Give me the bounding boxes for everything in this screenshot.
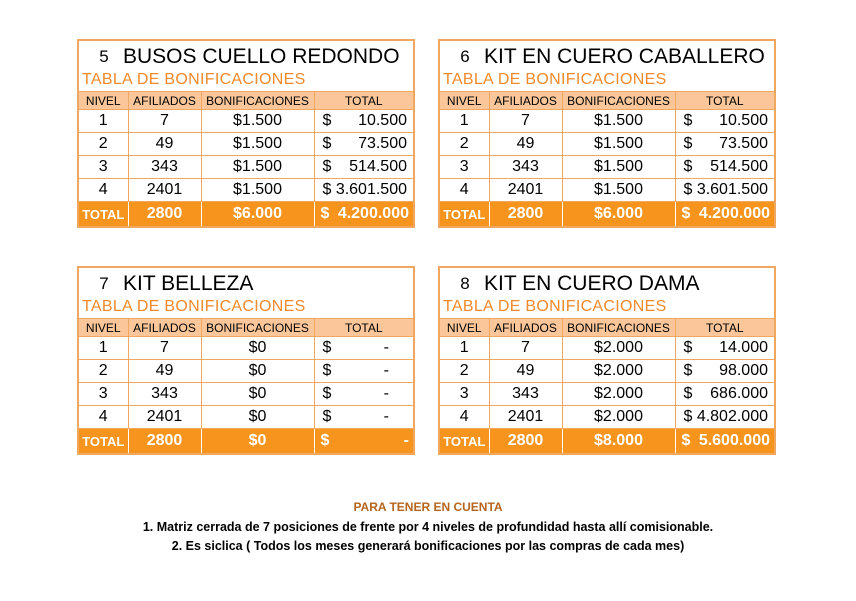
total-cell [314, 110, 413, 133]
total-label: TOTAL [440, 429, 489, 454]
bonificacion-cell: $2.000 [562, 337, 675, 360]
table-row [440, 110, 774, 133]
total-value: 73.500 [358, 135, 407, 152]
total-cell [314, 133, 413, 156]
currency-symbol: $ [683, 362, 693, 379]
nivel-cell: 2 [440, 133, 489, 156]
currency-symbol: $ [683, 135, 693, 152]
column-header: TOTAL [675, 92, 774, 110]
note-line-1: 1. Matriz cerrada de 7 posiciones de frente por 4 niveles de profundidad hasta allí comisionable. [142, 520, 714, 534]
total-value: 10.500 [719, 112, 768, 129]
column-header: TOTAL [314, 319, 413, 337]
table-row [79, 406, 413, 429]
total-cell [675, 133, 774, 156]
currency-symbol: $ [322, 112, 332, 129]
total-value: 14.000 [719, 339, 768, 356]
total-afiliados: 2800 [128, 202, 201, 227]
total-value: 10.500 [358, 112, 407, 129]
card-header [79, 41, 413, 69]
card-header [440, 268, 774, 296]
column-header: NIVEL [440, 319, 489, 337]
total-value: - [383, 339, 389, 356]
total-value: 514.500 [710, 158, 768, 175]
bonificacion-cell: $0 [201, 337, 314, 360]
column-header: AFILIADOS [489, 92, 562, 110]
bonificacion-cell: $1.500 [201, 110, 314, 133]
nivel-cell: 4 [440, 406, 489, 429]
bonificacion-cell: $2.000 [562, 406, 675, 429]
currency-symbol: $ [683, 181, 693, 198]
total-label: TOTAL [79, 202, 128, 227]
total-value: 4.802.000 [696, 408, 768, 425]
grand-total-cell [675, 202, 774, 227]
currency-symbol: $ [683, 339, 693, 356]
column-header: NIVEL [440, 92, 489, 110]
afiliados-cell: 343 [489, 156, 562, 179]
nivel-cell: 3 [79, 156, 128, 179]
total-cell [675, 360, 774, 383]
bonificacion-cell: $0 [201, 360, 314, 383]
total-cell [314, 383, 413, 406]
column-header: TOTAL [314, 92, 413, 110]
currency-symbol: $ [320, 432, 330, 449]
total-afiliados: 2800 [489, 429, 562, 454]
table-row [79, 179, 413, 202]
column-header: AFILIADOS [489, 319, 562, 337]
card-number: 7 [99, 274, 109, 293]
nivel-cell: 4 [440, 179, 489, 202]
column-header: BONIFICACIONES [562, 92, 675, 110]
total-value: 514.500 [349, 158, 407, 175]
total-label: TOTAL [440, 202, 489, 227]
total-cell [675, 337, 774, 360]
afiliados-cell: 2401 [128, 179, 201, 202]
total-value: 3.601.500 [696, 181, 768, 198]
column-header: TOTAL [675, 319, 774, 337]
currency-symbol: $ [322, 181, 332, 198]
table-row [440, 406, 774, 429]
nivel-cell: 1 [440, 337, 489, 360]
card-number: 5 [99, 47, 109, 66]
total-row [440, 429, 774, 454]
currency-symbol: $ [322, 339, 332, 356]
grand-total-value: 4.200.000 [698, 205, 770, 222]
total-bonificacion: $6.000 [562, 202, 675, 227]
nivel-cell: 2 [79, 360, 128, 383]
card-busos [77, 39, 415, 228]
total-row [79, 202, 413, 227]
nivel-cell: 2 [440, 360, 489, 383]
total-value: 98.000 [719, 362, 768, 379]
bonus-table [440, 91, 774, 226]
grand-total-value: 5.600.000 [698, 432, 770, 449]
table-header-row [79, 92, 413, 110]
card-kit-belleza [77, 266, 415, 455]
card-number: 8 [460, 274, 470, 293]
bonificacion-cell: $1.500 [562, 110, 675, 133]
grand-total-cell [675, 429, 774, 454]
total-cell [314, 179, 413, 202]
bonificacion-cell: $1.500 [201, 133, 314, 156]
total-cell [314, 337, 413, 360]
total-value: 686.000 [710, 385, 768, 402]
total-value: 3.601.500 [335, 181, 407, 198]
afiliados-cell: 343 [128, 383, 201, 406]
afiliados-cell: 7 [489, 337, 562, 360]
column-header: BONIFICACIONES [201, 92, 314, 110]
table-row [79, 360, 413, 383]
total-cell [675, 383, 774, 406]
nivel-cell: 1 [440, 110, 489, 133]
table-row [440, 133, 774, 156]
notes [0, 500, 856, 553]
currency-symbol: $ [322, 385, 332, 402]
total-cell [314, 360, 413, 383]
bonificacion-cell: $0 [201, 383, 314, 406]
total-cell [314, 156, 413, 179]
nivel-cell: 1 [79, 337, 128, 360]
bonificacion-cell: $2.000 [562, 383, 675, 406]
total-bonificacion: $0 [201, 429, 314, 454]
column-header: NIVEL [79, 92, 128, 110]
currency-symbol: $ [683, 408, 693, 425]
bonificacion-cell: $0 [201, 406, 314, 429]
bonificacion-cell: $1.500 [201, 156, 314, 179]
card-title: BUSOS CUELLO REDONDO [123, 45, 400, 68]
total-row [440, 202, 774, 227]
card-subtitle: TABLA DE BONIFICACIONES [443, 71, 667, 88]
table-header-row [440, 92, 774, 110]
total-cell [675, 179, 774, 202]
afiliados-cell: 7 [128, 337, 201, 360]
card-header [440, 41, 774, 69]
bonificacion-cell: $1.500 [562, 156, 675, 179]
card-kit-dama [438, 266, 776, 455]
nivel-cell: 4 [79, 179, 128, 202]
bonificacion-cell: $1.500 [562, 133, 675, 156]
bonus-table [79, 91, 413, 226]
total-afiliados: 2800 [489, 202, 562, 227]
nivel-cell: 2 [79, 133, 128, 156]
table-row [440, 179, 774, 202]
total-label: TOTAL [79, 429, 128, 454]
card-subtitle: TABLA DE BONIFICACIONES [82, 71, 306, 88]
total-cell [675, 156, 774, 179]
currency-symbol: $ [322, 135, 332, 152]
afiliados-cell: 2401 [489, 406, 562, 429]
card-header [79, 268, 413, 296]
card-title: KIT EN CUERO CABALLERO [484, 45, 765, 68]
total-value: - [383, 408, 389, 425]
afiliados-cell: 49 [489, 133, 562, 156]
nivel-cell: 3 [440, 156, 489, 179]
table-row [79, 133, 413, 156]
currency-symbol: $ [322, 362, 332, 379]
total-afiliados: 2800 [128, 429, 201, 454]
column-header: NIVEL [79, 319, 128, 337]
afiliados-cell: 49 [128, 133, 201, 156]
bonificacion-cell: $1.500 [201, 179, 314, 202]
total-row [79, 429, 413, 454]
table-row [79, 383, 413, 406]
total-cell [314, 406, 413, 429]
table-row [79, 337, 413, 360]
total-bonificacion: $6.000 [201, 202, 314, 227]
currency-symbol: $ [681, 205, 691, 222]
total-value: 73.500 [719, 135, 768, 152]
total-value: - [383, 385, 389, 402]
afiliados-cell: 343 [128, 156, 201, 179]
currency-symbol: $ [683, 158, 693, 175]
column-header: BONIFICACIONES [562, 319, 675, 337]
bonificacion-cell: $1.500 [562, 179, 675, 202]
currency-symbol: $ [683, 385, 693, 402]
afiliados-cell: 2401 [128, 406, 201, 429]
card-subtitle: TABLA DE BONIFICACIONES [443, 298, 667, 315]
bonificacion-cell: $2.000 [562, 360, 675, 383]
currency-symbol: $ [322, 158, 332, 175]
table-row [440, 383, 774, 406]
table-row [79, 156, 413, 179]
afiliados-cell: 7 [489, 110, 562, 133]
nivel-cell: 1 [79, 110, 128, 133]
grand-total-value: 4.200.000 [337, 205, 409, 222]
afiliados-cell: 7 [128, 110, 201, 133]
bonus-table [79, 318, 413, 453]
bonus-table [440, 318, 774, 453]
column-header: BONIFICACIONES [201, 319, 314, 337]
total-bonificacion: $8.000 [562, 429, 675, 454]
card-subtitle: TABLA DE BONIFICACIONES [82, 298, 306, 315]
table-row [440, 360, 774, 383]
table-header-row [440, 319, 774, 337]
card-number: 6 [460, 47, 470, 66]
table-row [440, 156, 774, 179]
total-value: - [383, 362, 389, 379]
grand-total-cell [314, 429, 413, 454]
nivel-cell: 4 [79, 406, 128, 429]
afiliados-cell: 2401 [489, 179, 562, 202]
currency-symbol: $ [322, 408, 332, 425]
nivel-cell: 3 [79, 383, 128, 406]
card-kit-caballero [438, 39, 776, 228]
afiliados-cell: 343 [489, 383, 562, 406]
currency-symbol: $ [320, 205, 330, 222]
total-cell [675, 406, 774, 429]
column-header: AFILIADOS [128, 92, 201, 110]
card-title: KIT EN CUERO DAMA [484, 272, 700, 295]
notes-title: PARA TENER EN CUENTA [353, 500, 503, 514]
table-row [79, 110, 413, 133]
table-header-row [79, 319, 413, 337]
currency-symbol: $ [681, 432, 691, 449]
table-row [440, 337, 774, 360]
card-title: KIT BELLEZA [123, 272, 254, 295]
total-cell [675, 110, 774, 133]
note-line-2: 2. Es siclica ( Todos los meses generará bonificaciones por las compras de cada mes) [171, 539, 685, 553]
nivel-cell: 3 [440, 383, 489, 406]
column-header: AFILIADOS [128, 319, 201, 337]
grand-total-value: - [403, 432, 409, 449]
currency-symbol: $ [683, 112, 693, 129]
afiliados-cell: 49 [128, 360, 201, 383]
afiliados-cell: 49 [489, 360, 562, 383]
grand-total-cell [314, 202, 413, 227]
